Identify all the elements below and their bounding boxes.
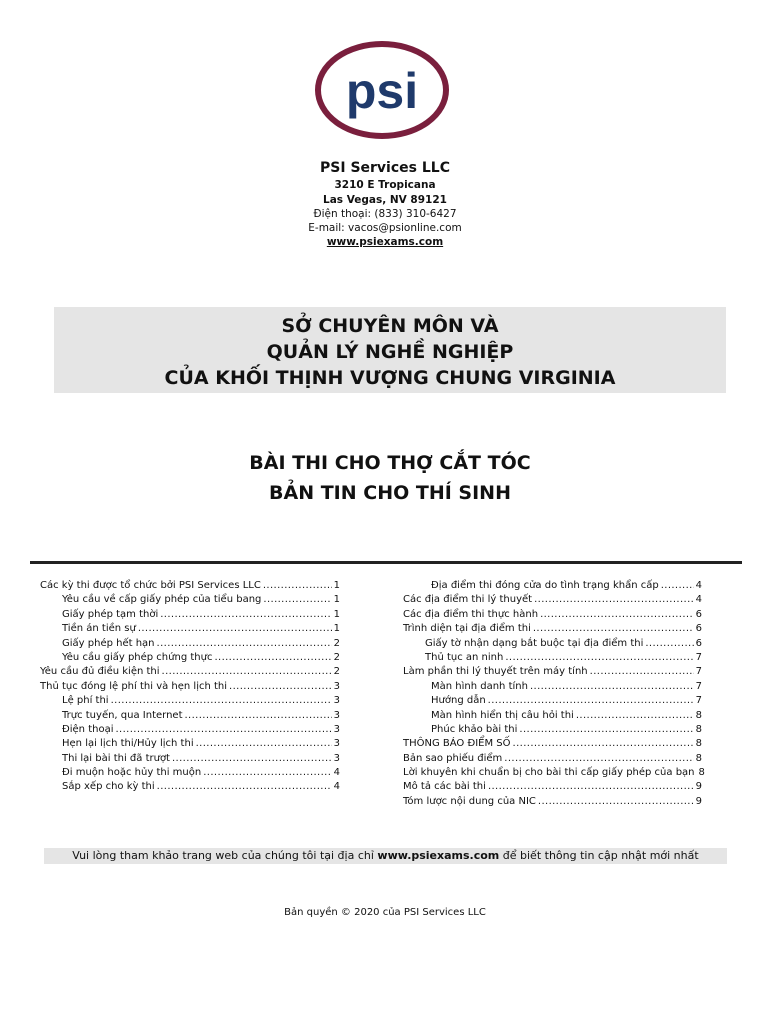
toc-entry-page: 1 — [333, 608, 340, 620]
company-phone: Điện thoại: (833) 310-6427 — [313, 208, 457, 220]
toc-entry-title: Đi muộn hoặc hủy thi muộn — [62, 767, 202, 779]
copyright: Bản quyền © 2020 của PSI Services LLC — [284, 907, 486, 918]
toc-entry-title: Giấy phép hết hạn — [62, 637, 155, 649]
toc-dot-leader — [185, 709, 332, 723]
toc-dot-leader — [505, 651, 693, 665]
toc-entry[interactable] — [40, 737, 340, 751]
bulletin-title: BẢN TIN CHO THÍ SINH — [269, 482, 511, 504]
company-address-line-2: Las Vegas, NV 89121 — [323, 194, 447, 206]
toc-entry[interactable] — [403, 680, 702, 694]
toc-entry-page: 4 — [333, 781, 340, 793]
toc-entry-page: 2 — [333, 637, 340, 649]
toc-entry-title: Các địa điểm thi lý thuyết — [403, 594, 533, 606]
toc-entry[interactable] — [40, 637, 340, 651]
toc-dot-leader — [488, 780, 694, 794]
toc-entry[interactable] — [403, 752, 702, 766]
toc-entry[interactable] — [403, 723, 702, 737]
toc-entry[interactable] — [40, 665, 340, 679]
toc-dot-leader — [519, 723, 693, 737]
toc-entry[interactable] — [403, 780, 702, 794]
toc-entry-title: Các kỳ thi được tổ chức bởi PSI Services LLC — [40, 580, 261, 591]
toc-entry-page: 7 — [695, 651, 702, 663]
toc-entry[interactable] — [403, 737, 702, 751]
toc-entry[interactable] — [403, 766, 705, 780]
toc-dot-leader — [540, 608, 694, 622]
toc-dot-leader — [160, 608, 331, 622]
toc-entry[interactable] — [403, 579, 702, 593]
toc-dot-leader — [172, 752, 332, 766]
toc-entry-page: 6 — [695, 623, 702, 635]
company-website-link[interactable]: www.psiexams.com — [326, 236, 444, 248]
toc-entry-title: Giấy phép tạm thời — [62, 608, 159, 620]
toc-dot-leader — [530, 680, 694, 694]
toc-entry-page: 3 — [333, 752, 340, 764]
toc-entry[interactable] — [40, 780, 340, 794]
table-of-contents-left — [40, 579, 340, 795]
toc-dot-leader — [214, 651, 331, 665]
toc-entry-title: Bản sao phiếu điểm — [403, 752, 503, 764]
agency-line-3: CỦA KHỐI THỊNH VƯỢNG CHUNG VIRGINIA — [164, 367, 616, 389]
toc-entry-page: 9 — [695, 781, 702, 793]
agency-line-2: QUẢN LÝ NGHỀ NGHIỆP — [266, 341, 514, 363]
logo-text: psi — [345, 63, 419, 119]
toc-entry-page: 3 — [333, 709, 340, 721]
toc-entry[interactable] — [40, 579, 340, 593]
toc-entry-title: Hẹn lại lịch thi/Hủy lịch thi — [62, 738, 194, 750]
agency-line-1: SỞ CHUYÊN MÔN VÀ — [281, 315, 499, 337]
toc-entry-page: 3 — [333, 738, 340, 750]
toc-entry-title: Hướng dẫn — [431, 695, 486, 707]
toc-entry-page: 1 — [333, 623, 340, 635]
toc-entry-page: 6 — [695, 608, 702, 620]
toc-entry-title: Yêu cầu giấy phép chứng thực — [62, 651, 213, 663]
toc-dot-leader — [157, 780, 332, 794]
toc-dot-leader — [504, 752, 693, 766]
toc-entry-title: Điện thoại — [62, 723, 114, 735]
toc-entry-page: 7 — [695, 666, 702, 678]
toc-entry-title: Làm phần thi lý thuyết trên máy tính — [403, 666, 588, 678]
toc-entry-title: Thủ tục đóng lệ phí thi và hẹn lịch thi — [40, 680, 228, 692]
toc-entry[interactable] — [403, 665, 702, 679]
toc-entry-title: Trình diện tại địa điểm thi — [403, 623, 531, 635]
divider — [30, 561, 742, 564]
toc-entry[interactable] — [40, 651, 340, 665]
toc-dot-leader — [534, 593, 694, 607]
toc-dot-leader — [229, 680, 332, 694]
toc-entry-title: Thi lại bài thi đã trượt — [62, 752, 170, 764]
toc-entry-page: 8 — [698, 767, 705, 779]
toc-entry-title: THÔNG BÁO ĐIỂM SỐ — [403, 738, 511, 750]
toc-dot-leader — [645, 637, 693, 651]
toc-entry-title: Các địa điểm thi thực hành — [403, 608, 539, 620]
toc-entry-page: 1 — [333, 594, 340, 606]
toc-entry-page: 3 — [333, 723, 340, 735]
toc-entry-title: Giấy tờ nhận dạng bắt buộc tại địa điểm thi — [425, 637, 644, 649]
toc-entry-page: 2 — [333, 651, 340, 663]
toc-dot-leader — [115, 723, 331, 737]
toc-dot-leader — [661, 579, 694, 593]
company-address-line-1: 3210 E Tropicana — [334, 179, 436, 191]
toc-entry-page: 3 — [333, 680, 340, 692]
toc-entry[interactable] — [403, 694, 702, 708]
toc-entry-page: 7 — [695, 680, 702, 692]
toc-entry-page: 7 — [695, 695, 702, 707]
table-of-contents-right — [403, 579, 705, 809]
toc-dot-leader — [263, 593, 331, 607]
toc-entry-page: 2 — [333, 666, 340, 678]
toc-dot-leader — [590, 665, 694, 679]
toc-entry-page: 3 — [333, 695, 340, 707]
toc-entry[interactable] — [403, 622, 702, 636]
toc-entry[interactable] — [40, 752, 340, 766]
toc-entry[interactable] — [403, 637, 702, 651]
toc-entry-title: Yêu cầu về cấp giấy phép của tiểu bang — [62, 594, 262, 606]
notice-text-after: để biết thông tin cập nhật mới nhất — [499, 849, 699, 862]
toc-entry[interactable] — [40, 766, 340, 780]
toc-dot-leader — [538, 795, 694, 809]
notice-website-link[interactable]: www.psiexams.com — [377, 849, 500, 862]
toc-entry-page: 8 — [695, 738, 702, 750]
toc-entry-page: 4 — [333, 767, 340, 779]
toc-entry[interactable] — [40, 608, 340, 622]
toc-entry-title: Màn hình danh tính — [431, 680, 528, 692]
notice-text-before: Vui lòng tham khảo trang web của chúng tôi tại địa chỉ — [72, 849, 378, 862]
agency-banner — [54, 307, 726, 393]
toc-dot-leader — [111, 694, 332, 708]
toc-entry-page: 8 — [695, 723, 702, 735]
toc-entry-title: Tiền án tiền sự — [62, 623, 136, 635]
toc-entry-title: Thủ tục an ninh — [425, 651, 504, 663]
toc-dot-leader — [196, 737, 332, 751]
toc-dot-leader — [203, 766, 331, 780]
toc-entry[interactable] — [403, 608, 702, 622]
toc-entry-title: Sắp xếp cho kỳ thi — [62, 781, 155, 793]
toc-entry[interactable] — [403, 709, 702, 723]
toc-entry[interactable] — [403, 795, 702, 809]
toc-entry-page: 4 — [695, 594, 702, 606]
toc-entry-title: Màn hình hiển thị câu hỏi thi — [431, 709, 574, 721]
psi-logo — [312, 40, 452, 140]
toc-dot-leader — [513, 737, 694, 751]
toc-entry-title: Trực tuyến, qua Internet — [62, 709, 183, 721]
toc-entry-page: 4 — [695, 580, 702, 591]
toc-dot-leader — [162, 665, 332, 679]
toc-entry[interactable] — [40, 593, 340, 607]
toc-dot-leader — [488, 694, 694, 708]
toc-entry[interactable] — [40, 680, 340, 694]
toc-entry-title: Tóm lược nội dung của NIC — [403, 795, 536, 807]
company-name: PSI Services LLC — [320, 160, 450, 176]
toc-dot-leader — [263, 579, 332, 593]
toc-entry-page: 9 — [695, 795, 702, 807]
toc-entry-title: Lời khuyên khi chuẩn bị cho bài thi cấp giấy phép của bạn — [403, 767, 695, 779]
website-notice — [44, 848, 727, 864]
toc-entry-page: 6 — [695, 637, 702, 649]
toc-entry[interactable] — [40, 723, 340, 737]
toc-entry-title: Mô tả các bài thi — [403, 781, 486, 793]
toc-entry-title: Yêu cầu đủ điều kiện thi — [40, 666, 160, 678]
toc-dot-leader — [138, 622, 332, 636]
toc-entry[interactable] — [403, 593, 702, 607]
toc-entry-title: Lệ phí thi — [62, 695, 109, 707]
toc-entry[interactable] — [40, 694, 340, 708]
toc-entry[interactable] — [40, 709, 340, 723]
exam-title: BÀI THI CHO THỢ CẮT TÓC — [249, 452, 531, 474]
toc-entry[interactable] — [40, 622, 340, 636]
toc-entry-page: 1 — [333, 580, 340, 591]
toc-dot-leader — [576, 709, 694, 723]
toc-entry-title: Địa điểm thi đóng cửa do tình trạng khẩn cấp — [431, 580, 659, 591]
toc-entry-page: 8 — [695, 752, 702, 764]
company-email: E-mail: vacos@psionline.com — [308, 222, 462, 234]
toc-entry-title: Phúc khảo bài thi — [431, 723, 518, 735]
toc-dot-leader — [157, 637, 332, 651]
toc-entry[interactable] — [403, 651, 702, 665]
toc-dot-leader — [533, 622, 694, 636]
toc-entry-page: 8 — [695, 709, 702, 721]
